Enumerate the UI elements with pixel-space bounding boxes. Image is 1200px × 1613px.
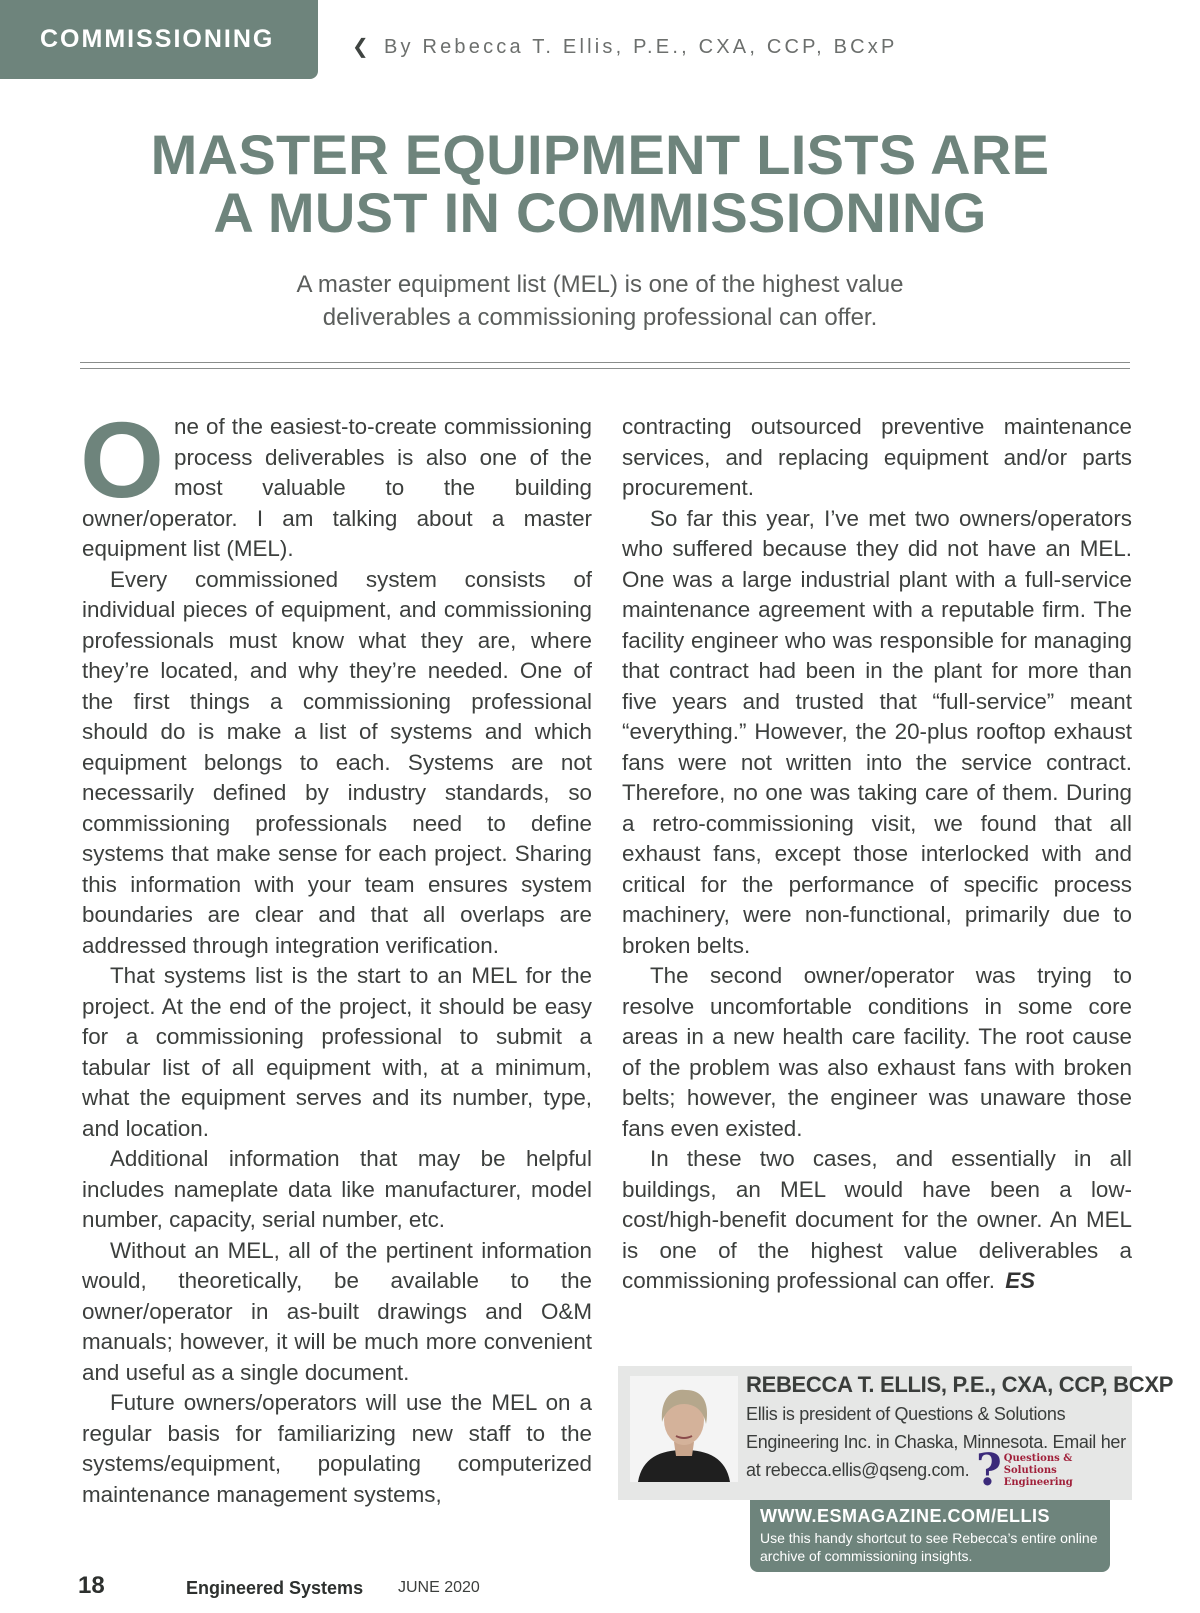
web-link-box[interactable] (750, 1500, 1110, 1572)
article-column-right (622, 412, 1132, 1297)
logo-line-1: Questions & Solutions (1003, 1453, 1073, 1476)
paragraph: contracting outsourced preventive maintenance services, and replacing equipment and/or parts procurement. (622, 414, 1132, 500)
article-headline (60, 123, 1140, 244)
author-bio-text: Ellis is president of Questions & Solutions Engineering Inc. in Chaska, Minnesota. Email her at rebecca.ellis@qseng.com. (746, 1404, 1126, 1480)
paragraph: Additional information that may be helpful includes nameplate data like manufacturer, model number, capacity, serial number, etc. (82, 1146, 592, 1232)
page-number: 18 (78, 1572, 105, 1599)
paragraph: Future owners/operators will use the MEL on a regular basis for familiarizing new staff to the systems/equipment, populating computerized maintenance management systems, (82, 1390, 592, 1507)
web-description: Use this handy shortcut to see Rebecca’s entire online archive of commissioning insights. (760, 1530, 1098, 1564)
divider-bottom (80, 368, 1130, 369)
byline (352, 34, 898, 59)
section-tab (0, 0, 318, 79)
author-name: REBECCA T. ELLIS, P.E., CXA, CCP, BCXP (746, 1372, 1174, 1397)
divider-top (80, 362, 1130, 363)
logo-line-2: Engineering (1003, 1477, 1073, 1488)
company-logo-name (1004, 1453, 1126, 1489)
paragraph-text: In these two cases, and essentially in all buildings, an MEL would have been a low-cost/high-benefit document for the owner. An MEL is one of the highest value deliverables a commissioning professional can offer. (622, 1146, 1132, 1293)
paragraph (80, 399, 592, 565)
paragraph: So far this year, I’ve met two owners/operators who suffered because they did not have an MEL. One was a large industrial plant with a full-service maintenance agreement with a reputable firm. The facility engineer who was responsible for managing that contract had been in the plant for more than five years and trusted that “full-service” meant “everything.” However, the 20-plus rooftop exhaust fans were not written into the service contract. Therefore, no one was taking care of them. During a retro-commissioning visit, we found that all exhaust fans, except those interlocked with and critical for the performance of specific process machinery, were non-functional, primarily due to broken belts. (622, 505, 1132, 958)
paragraph: That systems list is the start to an MEL for the project. At the end of the project, it should be easy for a commissioning professional to submit a tabular list of all equipment with, at a minimum, what the equipment serves and its number, type, and location. (82, 963, 592, 1141)
deck-line-2: deliverables a commissioning professional can offer. (322, 304, 878, 331)
paragraph-text: ne of the easiest-to-create commissioning process deliverables is also one of the most valuable to the building owner/operator. I am talking about a master equipment list (MEL). (82, 414, 592, 561)
es-end-mark: ES (1005, 1268, 1036, 1293)
paragraph: Every commissioned system consists of individual pieces of equipment, and commissioning professionals must know what they are, where they’re located, and why they’re needed. One of the first things a commissioning professional should do is make a list of systems and which equipment belongs to each. Systems are not necessarily defined by industry standards, so commissioning professionals need to define systems that make sense for each project. Sharing this information with your team ensures system boundaries are clear and that all overlaps are addressed through integration verification. (82, 566, 592, 958)
deck-line-1: A master equipment list (MEL) is one of the highest value (296, 271, 904, 298)
article-column-left (80, 399, 592, 1510)
issue-date: JUNE 2020 (398, 1579, 480, 1596)
author-portrait-icon (630, 1376, 738, 1482)
headline-line-1: MASTER EQUIPMENT LISTS ARE (150, 123, 1050, 186)
byline-text: By Rebecca T. Ellis, P.E., CXA, CCP, BCxP (383, 36, 898, 58)
headline-line-2: A MUST IN COMMISSIONING (213, 181, 987, 244)
paragraph: The second owner/operator was trying to resolve uncomfortable conditions in some core areas in a new health care facility. The root cause of the problem was also exhaust fans with broken belts; however, the engineer was unaware those fans even existed. (622, 963, 1132, 1141)
question-mark-icon: ? (976, 1445, 1002, 1496)
magazine-name: Engineered Systems (186, 1578, 364, 1598)
paragraph (622, 1144, 1132, 1297)
author-photo (630, 1376, 738, 1482)
drop-cap: O (80, 399, 165, 520)
chevron-left-icon: ❮ (352, 36, 372, 58)
web-url-link[interactable]: WWW.ESMAGAZINE.COM/ELLIS (760, 1506, 1050, 1526)
section-label: COMMISSIONING (40, 25, 275, 53)
article-deck (160, 268, 1040, 334)
paragraph: Without an MEL, all of the pertinent information would, theoretically, be available to the owner/operator in as-built drawings and O&M manuals; however, it will be much more convenient and useful as a single document. (82, 1237, 592, 1385)
company-logo (976, 1445, 1126, 1496)
